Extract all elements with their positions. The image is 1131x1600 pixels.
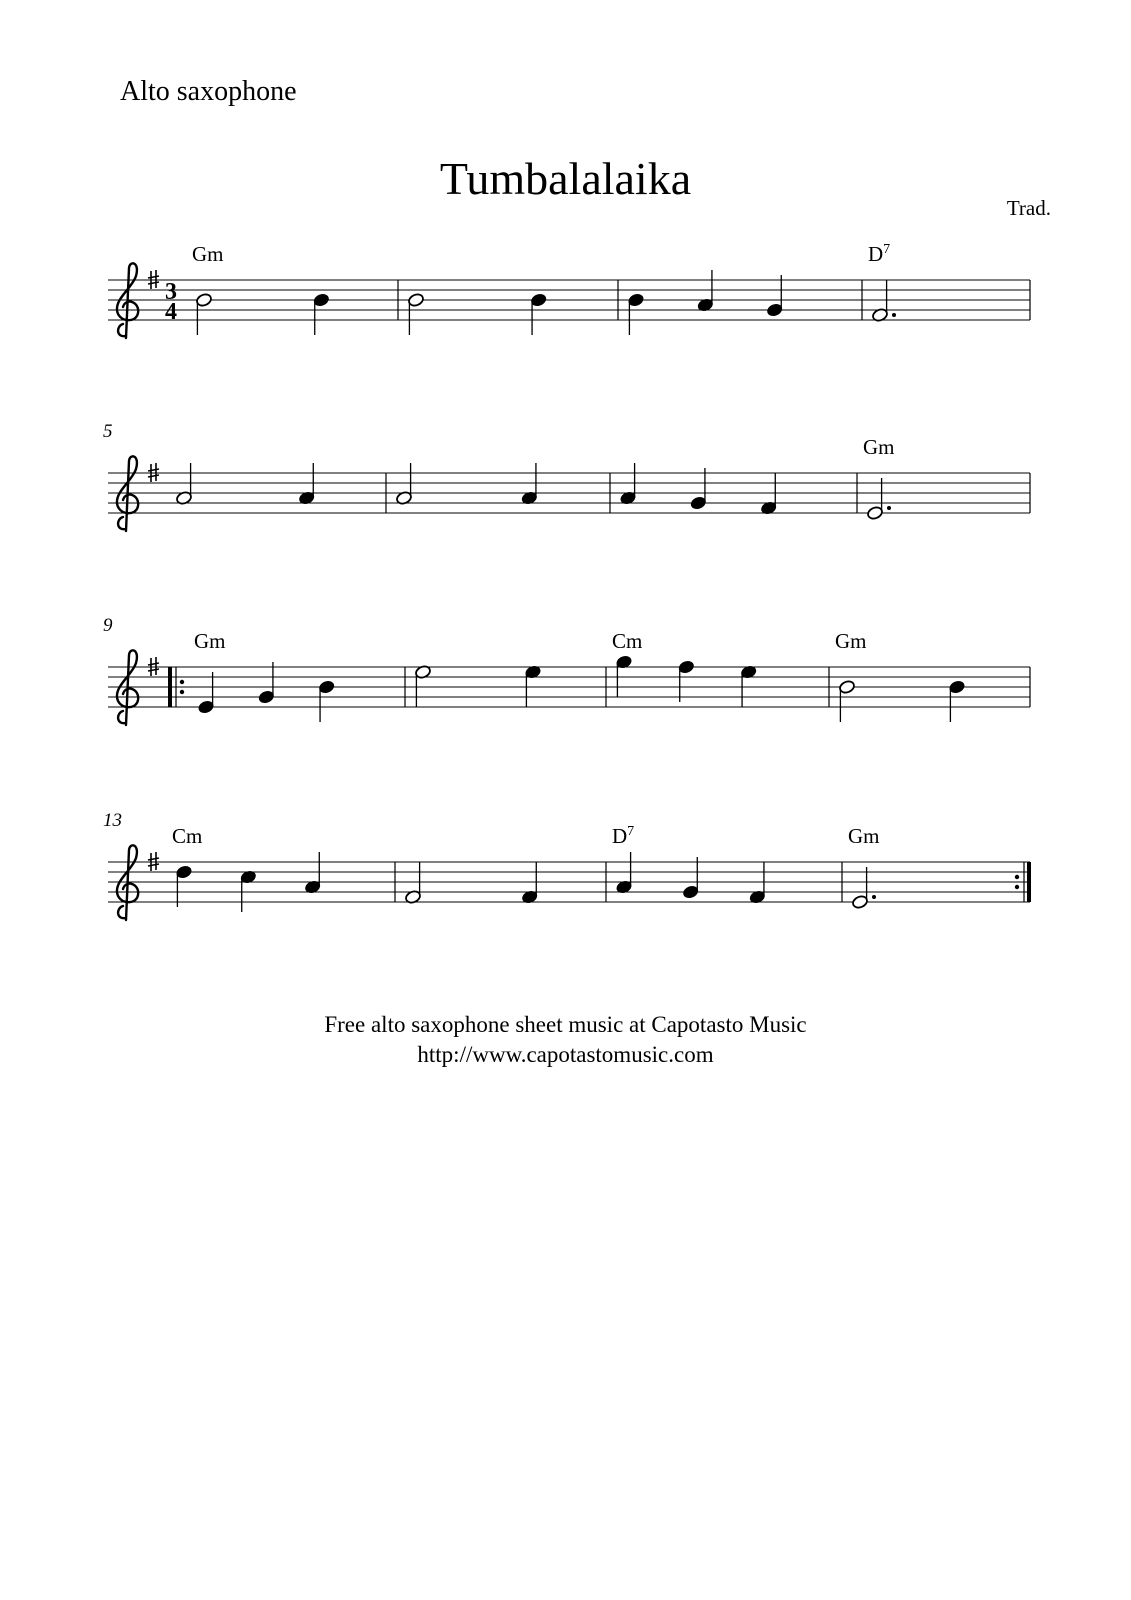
end-repeat-thick-bar (1027, 862, 1031, 902)
instrument-label: Alto saxophone (120, 76, 297, 107)
note-dot (887, 506, 891, 510)
song-title: Tumbalalaika (439, 153, 692, 204)
treble-clef (117, 650, 138, 725)
measure-number: 5 (103, 421, 113, 442)
chord-symbol: Gm (848, 824, 880, 848)
chord-symbol: Cm (172, 824, 203, 848)
chord-symbol: Gm (194, 629, 226, 653)
repeat-dot (1015, 885, 1019, 889)
repeat-dot (180, 680, 184, 684)
time-signature-bottom: 4 (165, 299, 177, 325)
treble-clef (117, 456, 138, 531)
footer (0, 1010, 1131, 1070)
chord-symbol: Gm (835, 629, 867, 653)
footer-credit: Free alto saxophone sheet music at Capotasto Music (324, 1012, 807, 1037)
measure-number: 13 (103, 810, 122, 831)
treble-clef (117, 263, 138, 338)
chord-symbol: $D^7$ (612, 824, 635, 848)
chord-symbol: Cm (612, 629, 643, 653)
footer-url[interactable]: http://www.capotastomusic.com (417, 1042, 714, 1067)
start-repeat-thick-bar (168, 667, 172, 707)
measure-number: 9 (103, 615, 113, 636)
chord-symbol: $D^7$ (868, 242, 891, 266)
composer-credit: Trad. (1006, 196, 1051, 220)
repeat-dot (1015, 875, 1019, 879)
note-dot (892, 313, 896, 317)
treble-clef (117, 845, 138, 920)
chord-symbol: Gm (192, 242, 224, 266)
chord-symbol: Gm (863, 435, 895, 459)
note-dot (872, 895, 876, 899)
repeat-dot (180, 690, 184, 694)
time-signature-top: 3 (165, 279, 177, 305)
